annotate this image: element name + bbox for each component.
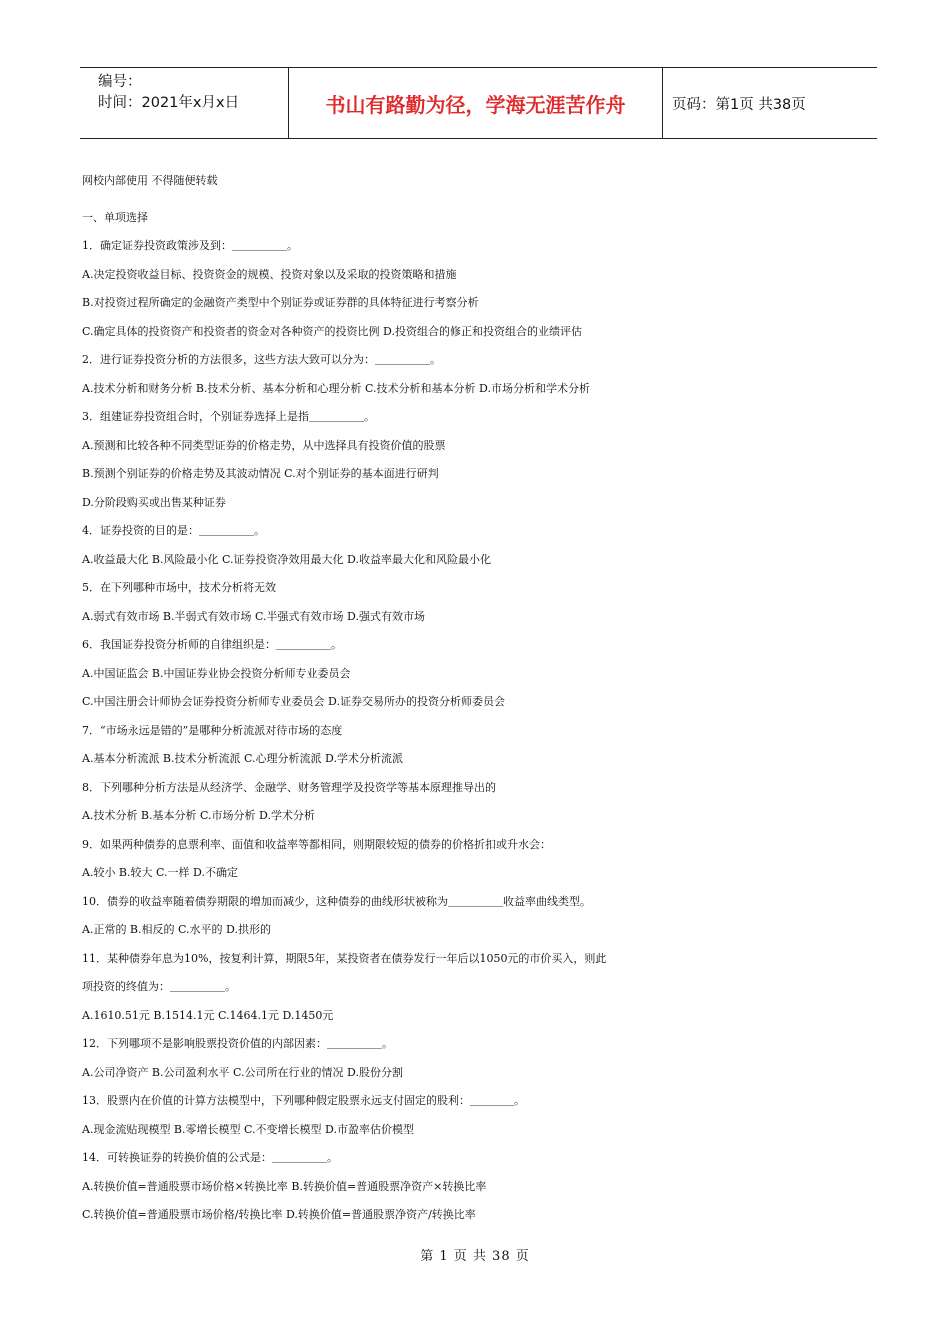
text-line: A.基本分析流派 B.技术分析流派 C.心理分析流派 D.学术分析流派 [82,752,403,765]
text-line: 2．进行证券投资分析的方法很多，这些方法大致可以分为：＿＿＿＿＿。 [82,353,441,366]
text-line: A.决定投资收益目标、投资资金的规模、投资对象以及采取的投资策略和措施 [82,267,457,281]
time-label: 时间：2021年x月x日 [98,95,240,111]
text-line: 13．股票内在价值的计算方法模型中，下列哪种假定股票永远支付固定的股利：＿＿＿＿。 [82,1094,525,1107]
text-line: C.中国注册会计师协会证券投资分析师专业委员会 D.证券交易所办的投资分析师委员会 [82,695,505,708]
text-line: A.现金流贴现模型 B.零增长模型 C.不变增长模型 D.市盈率估价模型 [82,1122,414,1136]
text-line: A.技术分析和财务分析 B.技术分析、基本分析和心理分析 C.技术分析和基本分析 D.市场分析和学术分析 [82,381,590,395]
text-line: 4．证券投资的目的是：＿＿＿＿＿。 [82,524,265,537]
text-line: 10．债券的收益率随着债券期限的增加而减少，这种债券的曲线形状被称为＿＿＿＿＿收益率曲线类型。 [82,894,591,908]
text-line: B.预测个别证券的价格走势及其波动情况 C.对个别证券的基本面进行研判 [82,467,439,480]
text-line: 12．下列哪项不是影响股票投资价值的内部因素：＿＿＿＿＿。 [82,1037,393,1050]
text-line: 项投资的终值为：＿＿＿＿＿。 [82,980,236,993]
intro-note: 网校内部使用 不得随便转载 [82,174,218,187]
text-line: 14．可转换证券的转换价值的公式是：＿＿＿＿＿。 [82,1151,338,1164]
text-line: A.1610.51元 B.1514.1元 C.1464.1元 D.1450元 [82,1008,334,1022]
text-line: A.收益最大化 B.风险最小化 C.证券投资净效用最大化 D.收益率最大化和风险最小化 [82,552,491,566]
text-line: 11．某种债券年息为10%，按复利计算，期限5年，某投资者在债券发行一年后以1050元的市价买入，则此 [82,951,607,965]
text-line: A.转换价值=普通股票市场价格×转换比率 B.转换价值=普通股票净资产×转换比率 [82,1179,487,1193]
text-line: A.公司净资产 B.公司盈利水平 C.公司所在行业的情况 D.股份分割 [82,1065,403,1079]
text-line: B.对投资过程所确定的金融资产类型中个别证券或证券群的具体特征进行考察分析 [82,296,479,309]
header-page-info: 页码：第1页 共38页 [672,96,806,113]
number-label: 编号： [98,74,142,90]
text-line: 3．组建证券投资组合时，个别证券选择上是指＿＿＿＿＿。 [82,410,375,423]
page-header [80,67,877,139]
header-motto: 书山有路勤为径，学海无涯苦作舟 [288,68,663,138]
text-line: 5．在下列哪种市场中，技术分析将无效 [82,581,276,594]
text-line: A.较小 B.较大 C.一样 D.不确定 [82,866,238,879]
section-title: 一、单项选择 [82,210,148,224]
text-line: 8．下列哪种分析方法是从经济学、金融学、财务管理学及投资学等基本原理推导出的 [82,780,496,794]
header-meta [80,68,288,138]
text-line: A.预测和比较各种不同类型证券的价格走势，从中选择具有投资价值的股票 [82,438,446,452]
document-body [82,167,887,1230]
text-line: 1．确定证券投资政策涉及到：＿＿＿＿＿。 [82,239,298,252]
text-line: 9．如果两种债券的息票利率、面值和收益率等都相同，则期限较短的债券的价格折扣或升水会： [82,837,551,851]
text-line: C.转换价值=普通股票市场价格/转换比率 D.转换价值=普通股票净资产/转换比率 [82,1208,476,1221]
text-line: A.技术分析 B.基本分析 C.市场分析 D.学术分析 [82,809,315,822]
text-line: A.弱式有效市场 B.半弱式有效市场 C.半强式有效市场 D.强式有效市场 [82,609,425,623]
text-line: A.正常的 B.相反的 C.水平的 D.拱形的 [82,923,271,936]
text-line: D.分阶段购买或出售某种证券 [82,495,226,509]
page-footer: 第 1 页 共 38 页 [420,1249,530,1264]
text-line: 7．“市场永远是错的”是哪种分析流派对待市场的态度 [82,723,343,737]
text-line: 6．我国证券投资分析师的自律组织是：＿＿＿＿＿。 [82,638,342,651]
text-line: A.中国证监会 B.中国证券业协会投资分析师专业委员会 [82,666,351,680]
text-line: C.确定具体的投资资产和投资者的资金对各种资产的投资比例 D.投资组合的修正和投资组合的业绩评估 [82,324,582,338]
